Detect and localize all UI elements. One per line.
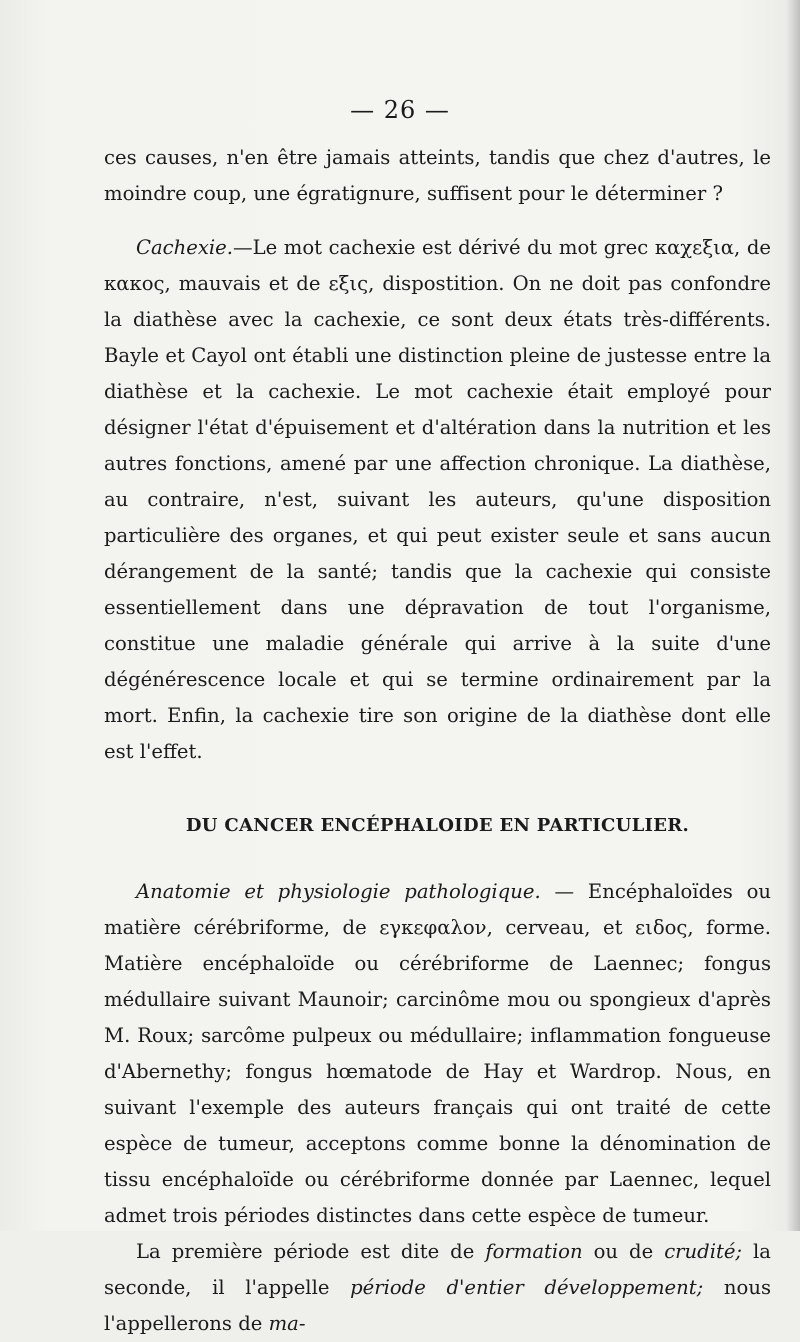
italic-run: crudité;	[664, 1240, 743, 1263]
paragraph-anatomie	[104, 874, 771, 1234]
anatomie-text: — Encéphaloïdes ou matière cérébriforme, de εγκεφαλον, cerveau, et ειδος, forme. Matière encéphaloïde ou cérébriforme de Laennec; fongus médullaire suivant Maunoir; carcinôme mou ou spongieux d'après M. Roux; sarcôme pulpeux ou médullaire; inflammation fongueuse d'Abernethy; fongus hœmatode de Hay et Wardrop. Nous, en suivant l'exemple des auteurs français qui ont traité de cette espèce de tumeur, acceptons comme bonne la dénomination de tissu encéphaloïde ou cérébriforme donnée par Laennec, lequel admet trois périodes distinctes dans cette espèce de tumeur.	[104, 880, 771, 1227]
paragraph-periodes	[104, 1234, 771, 1342]
page-edge-shadow	[786, 0, 800, 1231]
term-cachexie: Cachexie.	[136, 236, 234, 259]
text-run: La première période est dite de	[136, 1240, 486, 1263]
page-number: — 26 —	[350, 96, 450, 124]
italic-run: formation	[485, 1240, 583, 1263]
paragraph-cachexie	[104, 230, 771, 770]
text-run: nous l'appellerons de	[104, 1276, 771, 1335]
italic-run: ma-	[268, 1312, 306, 1335]
text-run: la seconde, il l'appelle	[104, 1240, 771, 1299]
body-text	[104, 140, 771, 1342]
italic-run: période d'entier développement;	[350, 1276, 704, 1299]
cachexie-text: —Le mot cachexie est dérivé du mot grec καχεξια, de κακος, mauvais et de εξις, dispostition. On ne doit pas confondre la diathèse avec la cachexie, ce sont deux états très-différents. Bayle et Cayol ont établi une distinction pleine de justesse entre la diathèse et la cachexie. Le mot cachexie était employé pour désigner l'état d'épuisement et d'altération dans la nutrition et les autres fonctions, amené par une affection chronique. La diathèse, au contraire, n'est, suivant les auteurs, qu'une disposition particulière des organes, et qui peut exister seule et sans aucun dérangement de la santé; tandis que la cachexie qui consiste essentiellement dans une dépravation de tout l'organisme, constitue une maladie générale qui arrive à la suite d'une dégénérescence locale et qui se termine ordinairement par la mort. Enfin, la cachexie tire son origine de la diathèse dont elle est l'effet.	[104, 236, 771, 763]
text-run: ou de	[582, 1240, 665, 1263]
term-anatomie: Anatomie et physiologie pathologique.	[136, 880, 541, 903]
paragraph-continuation: ces causes, n'en être jamais atteints, tandis que chez d'autres, le moindre coup, une égratignure, suffisent pour le déterminer ?	[104, 146, 771, 205]
section-heading: DU CANCER ENCÉPHALOIDE EN PARTICULIER.	[185, 815, 690, 836]
